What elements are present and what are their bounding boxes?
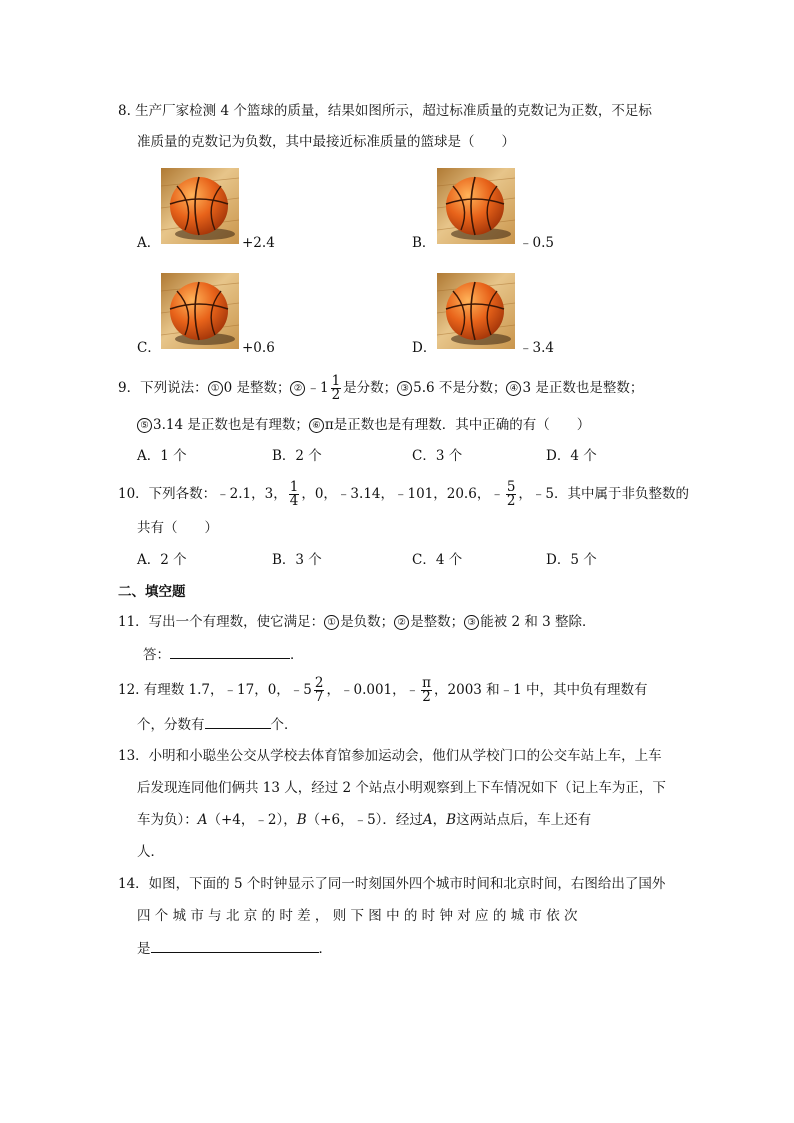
q8-option-c-value: +0.6 <box>242 340 275 356</box>
q13-line1: 13．小明和小聪坐公交从学校去体育馆参加运动会，他们从学校门口的公交车站上车，上车 <box>118 748 662 764</box>
q8-option-b-letter[interactable]: B． <box>412 235 436 251</box>
q9-statement-3: 5.6 不是分数； <box>413 380 507 396</box>
stop-b-label: B <box>296 812 307 828</box>
q14-line3 <box>137 938 332 959</box>
q8-option-d-letter[interactable]: D． <box>412 340 437 356</box>
q11-circle-3: ③ <box>464 615 479 630</box>
q9-statement-6: π是正数也是有理数．其中正确的有（ ） <box>324 417 591 433</box>
fraction-numerator: 1 <box>289 479 299 495</box>
q8-option-b-value: ﹣0.5 <box>519 235 554 251</box>
q9-line2 <box>137 415 590 435</box>
q9-option-b[interactable]: B．2 个 <box>272 448 322 464</box>
q9-statement-2b: 是分数； <box>343 380 398 396</box>
q11-condition-2: 是整数； <box>410 614 465 630</box>
basketball-photo-icon <box>437 273 515 349</box>
q9-circle-1: ① <box>208 381 223 396</box>
q14-line3-a: 是 <box>137 941 151 957</box>
fraction-denominator: 7 <box>314 689 324 705</box>
q11-answer-blank[interactable] <box>170 644 290 659</box>
fraction-denominator: 2 <box>422 689 431 705</box>
fraction-numerator: π <box>422 675 432 691</box>
q9-option-c[interactable]: C．3 个 <box>412 448 463 464</box>
basketball-photo-icon <box>161 168 239 244</box>
q8-line2: 准质量的克数记为负数，其中最接近标准质量的篮球是（ ） <box>137 134 515 150</box>
q12-text-a: 12. 有理数 1.7，﹣17，0，﹣5 <box>118 682 312 698</box>
q12-text-c: ，2003 和﹣1 中，其中负有理数有 <box>434 682 648 698</box>
q13-comma: ， <box>432 812 447 828</box>
q10-negative-sign: ﹣ <box>490 486 504 502</box>
q11-number: 11．写出一个有理数，使它满足： <box>118 614 325 630</box>
q11-line1 <box>118 612 596 632</box>
q11-answer-label: 答： <box>143 647 170 663</box>
q13-stop-a-changes: （+4，﹣2）， <box>207 812 297 828</box>
fraction-denominator: 2 <box>506 493 516 509</box>
q13-line3-d: 这两站点后，车上还有 <box>456 812 592 828</box>
q10-option-b[interactable]: B．3 个 <box>272 552 322 568</box>
basketball-photo-icon <box>161 273 239 349</box>
q14-answer-blank[interactable] <box>151 938 319 953</box>
fraction-numerator: 1 <box>331 373 341 389</box>
q8-option-d-value: ﹣3.4 <box>519 340 554 356</box>
fraction-numerator: 2 <box>314 675 324 691</box>
q12-fraction-1 <box>314 677 325 704</box>
q9-line1 <box>118 375 643 402</box>
q10-line1 <box>118 481 689 508</box>
q14-line2: 四 个 城 市 与 北 京 的 时 差 ， 则 下 图 中 的 时 钟 对 应 的 城 市 依 次 <box>137 908 578 924</box>
q12-line1 <box>118 677 648 704</box>
basketball-photo-icon <box>437 168 515 244</box>
q10-text-b: ，0，﹣3.14，﹣101，20.6， <box>301 486 491 502</box>
q14-line3-b: ． <box>318 941 332 957</box>
q9-option-a[interactable]: A．1 个 <box>137 448 187 464</box>
q13-line3-a: 车为负）： <box>137 812 198 828</box>
q12-line2 <box>137 714 298 735</box>
fraction-denominator: 4 <box>289 493 299 509</box>
q9-statement-5: 3.14 是正数也是有理数； <box>153 417 309 433</box>
q10-option-d[interactable]: D．5 个 <box>546 552 597 568</box>
q12-text-b: ，﹣0.001，﹣ <box>326 682 420 698</box>
stop-b-label: B <box>446 812 457 828</box>
q9-circle-2: ② <box>290 381 305 396</box>
section-heading: 二、填空题 <box>118 584 186 600</box>
q13-stop-b-changes: （+6，﹣5）．经过 <box>306 812 423 828</box>
q11-circle-2: ② <box>394 615 409 630</box>
q10-text-a: 10．下列各数：﹣2.1，3， <box>118 486 287 502</box>
q10-option-a[interactable]: A．2 个 <box>137 552 187 568</box>
q9-statement-1: 0 是整数； <box>223 380 291 396</box>
q9-fraction <box>331 375 342 402</box>
q12-fraction-count-blank[interactable] <box>205 714 271 729</box>
q9-number: 9．下列说法： <box>118 380 208 396</box>
stop-a-label: A <box>197 812 208 828</box>
q9-circle-5: ⑤ <box>137 418 152 433</box>
fraction-numerator: 5 <box>506 479 516 495</box>
q8-line1: 8. 生产厂家检测 4 个篮球的质量，结果如图所示，超过标准质量的克数记为正数，不足标 <box>118 103 652 119</box>
q11-answer-end: ． <box>290 647 304 663</box>
q11-answer-line <box>143 644 304 665</box>
q12-fraction-2 <box>421 677 432 704</box>
q8-option-a-value: +2.4 <box>242 235 275 251</box>
q14-line1: 14．如图，下面的 5 个时钟显示了同一时刻国外四个城市时间和北京时间，右图给出了国外 <box>118 876 666 892</box>
stop-a-label: A <box>422 812 433 828</box>
q13-line3 <box>137 810 591 830</box>
q11-circle-1: ① <box>324 615 339 630</box>
q10-option-c[interactable]: C．4 个 <box>412 552 463 568</box>
q11-condition-3: 能被 2 和 3 整除． <box>480 614 596 630</box>
q9-circle-4: ④ <box>506 381 521 396</box>
fraction-denominator: 2 <box>331 387 341 403</box>
q10-fraction-1 <box>289 481 300 508</box>
q8-option-a-letter[interactable]: A． <box>137 235 161 251</box>
q9-option-d[interactable]: D．4 个 <box>546 448 597 464</box>
q12-line2-b: 个． <box>270 717 298 733</box>
q10-fraction-2 <box>506 481 517 508</box>
q9-statement-4: 3 是正数也是整数； <box>522 380 644 396</box>
q12-line2-a: 个，分数有 <box>137 717 205 733</box>
q11-condition-1: 是负数； <box>340 614 395 630</box>
q13-line2: 后发现连同他们俩共 13 人，经过 2 个站点小明观察到上下车情况如下（记上车为正，下 <box>137 780 666 796</box>
q9-circle-3: ③ <box>397 381 412 396</box>
q13-line4: 人． <box>137 844 164 860</box>
q10-line2: 共有（ ） <box>137 520 218 536</box>
q10-text-c: ，﹣5．其中属于非负整数的 <box>518 486 690 502</box>
q8-option-c-letter[interactable]: C． <box>137 340 161 356</box>
q9-circle-6: ⑥ <box>309 418 324 433</box>
q9-statement-2a: ﹣1 <box>306 380 329 396</box>
